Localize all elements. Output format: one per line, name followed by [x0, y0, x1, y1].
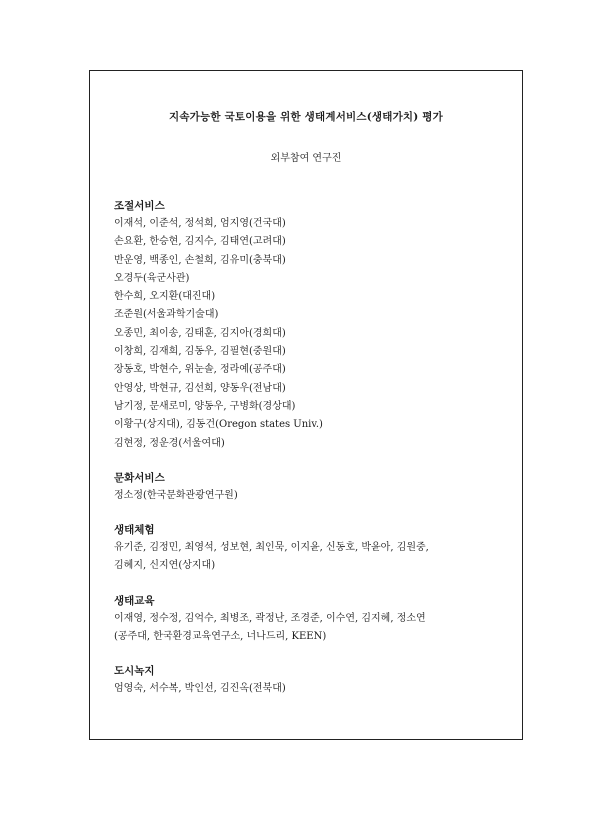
contributor-line: 오종민, 최이송, 김태훈, 김지아(경희대)	[114, 327, 286, 339]
section-regulating-services	[114, 197, 508, 453]
document-title: 지속가능한 국토이용을 위한 생태계서비스(생태가치) 평가	[169, 111, 443, 123]
document-frame	[89, 70, 523, 740]
document-subtitle: 외부참여 연구진	[270, 153, 342, 164]
contributor-line: 유기준, 김정민, 최영석, 성보현, 최인묵, 이지윤, 신동호, 박윤아, 김원중,	[114, 542, 429, 554]
section-eco-experience	[114, 521, 508, 576]
contributor-line: 반운영, 백종인, 손철희, 김유미(충북대)	[114, 254, 286, 266]
contributor-line: 이창희, 김재희, 김동우, 김필현(중원대)	[114, 346, 286, 358]
section-title: 생태교육	[114, 594, 155, 607]
section-eco-education	[114, 592, 508, 647]
contributor-line: 한수희, 오지환(대진대)	[114, 291, 216, 303]
section-title: 조절서비스	[114, 200, 165, 212]
contributor-line: 엄영숙, 서수복, 박인선, 김진옥(전북대)	[114, 683, 286, 695]
contributor-line: 장동호, 박현수, 위눈솔, 정라예(공주대)	[114, 364, 286, 376]
contributor-line: 김혜지, 신지연(상지대)	[114, 560, 216, 572]
section-cultural-services	[114, 469, 508, 505]
contributor-line: 손요환, 한승현, 김지수, 김태연(고려대)	[114, 236, 286, 248]
section-title: 생태체험	[114, 524, 155, 537]
section-title: 문화서비스	[114, 471, 165, 484]
contributor-line: (공주대, 한국환경교육연구소, 너나드리, KEEN)	[114, 631, 327, 643]
contributor-line: 조준원(서울과학기술대)	[114, 309, 219, 321]
contributor-line: 정소정(한국문화관광연구원)	[114, 489, 238, 501]
contributor-line: 오경두(육군사관)	[114, 272, 190, 284]
section-urban-green	[114, 662, 508, 698]
contributor-line: 남기정, 문새로미, 양동우, 구병화(경상대)	[114, 400, 296, 412]
contributor-line: 이황구(상지대), 김동건(Oregon states Univ.)	[114, 419, 323, 431]
contributor-list	[114, 197, 508, 715]
section-title: 도시녹지	[114, 665, 155, 678]
contributor-line: 이재영, 정수정, 김억수, 최병조, 곽정난, 조경준, 이수연, 김지혜, 정소연	[114, 612, 426, 624]
contributor-line: 김현정, 정운경(서울여대)	[114, 437, 225, 449]
contributor-line: 안영상, 박현규, 김선희, 양동우(전남대)	[114, 382, 286, 394]
contributor-line: 이재석, 이준석, 정석희, 엄지영(건국대)	[114, 218, 286, 229]
